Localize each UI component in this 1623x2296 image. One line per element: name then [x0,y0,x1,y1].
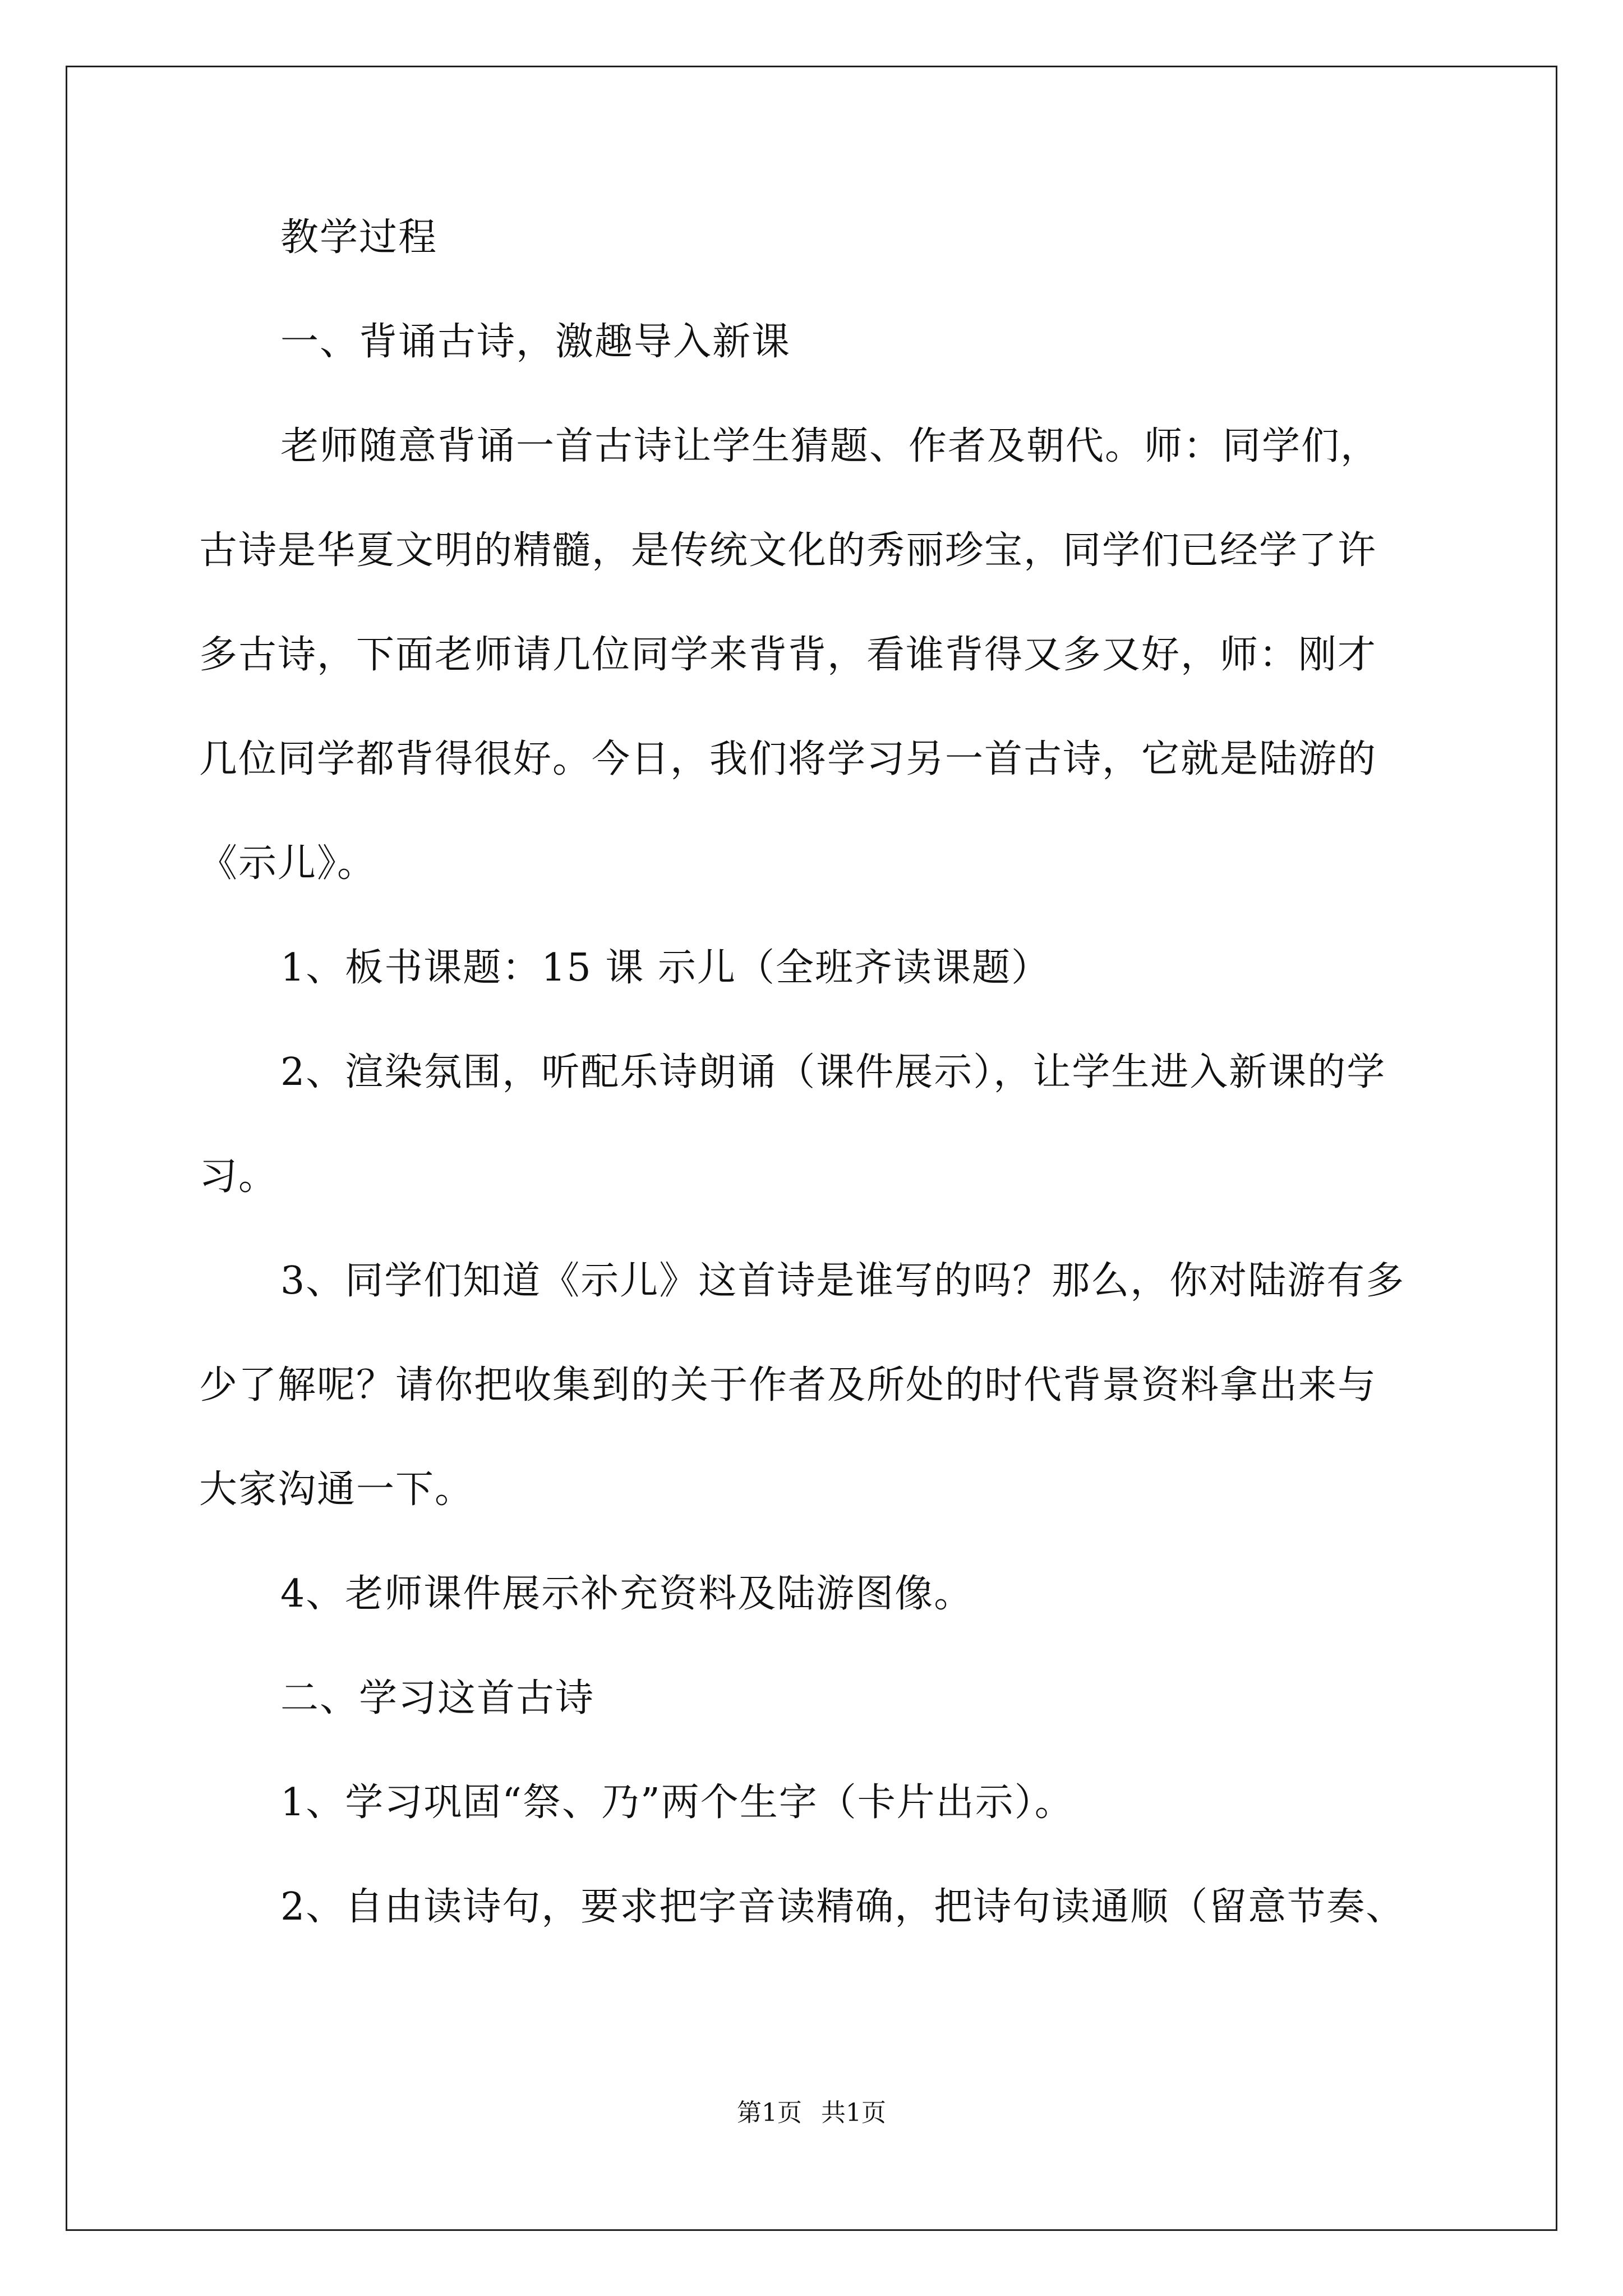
paragraph-line: 多古诗，下面老师请几位同学来背背，看谁背得又多又好，师：刚才 [199,633,1377,677]
page-total: 共1页 [821,2099,886,2127]
page-footer [0,2101,1623,2125]
paragraph-line: 4、老师课件展示补充资料及陆游图像。 [280,1572,974,1616]
section-heading: 教学过程 [280,215,438,260]
page-number: 第1页 [737,2099,802,2127]
paragraph-line: 1、板书课题：15 课 示儿（全班齐读课题） [280,946,1051,990]
paragraph-line: 2、渲染氛围，听配乐诗朗诵（课件展示），让学生进入新课的学 [280,1050,1386,1094]
paragraph-line: 大家沟通一下。 [199,1467,474,1512]
paragraph-line: 1、学习巩固“祭、乃”两个生字（卡片出示）。 [280,1780,1074,1825]
paragraph-line: 《示儿》。 [199,841,377,886]
paragraph-line: 几位同学都背得很好。今日，我们将学习另一首古诗，它就是陆游的 [199,737,1377,781]
section-heading: 一、背诵古诗，激趣导入新课 [280,320,791,364]
section-heading: 二、学习这首古诗 [280,1676,595,1720]
paragraph-line: 古诗是华夏文明的精髓，是传统文化的秀丽珍宝，同学们已经学了许 [199,528,1377,573]
paragraph-line: 老师随意背诵一首古诗让学生猜题、作者及朝代。师：同学们， [280,424,1380,468]
paragraph-line: 2、自由读诗句，要求把字音读精确，把诗句读通顺（留意节奏、 [280,1885,1405,1929]
paragraph-line: 习。 [199,1154,278,1199]
paragraph-line: 3、同学们知道《示儿》这首诗是谁写的吗？那么，你对陆游有多 [280,1259,1405,1303]
paragraph-line: 少了解呢？请你把收集到的关于作者及所处的时代背景资料拿出来与 [199,1363,1377,1407]
